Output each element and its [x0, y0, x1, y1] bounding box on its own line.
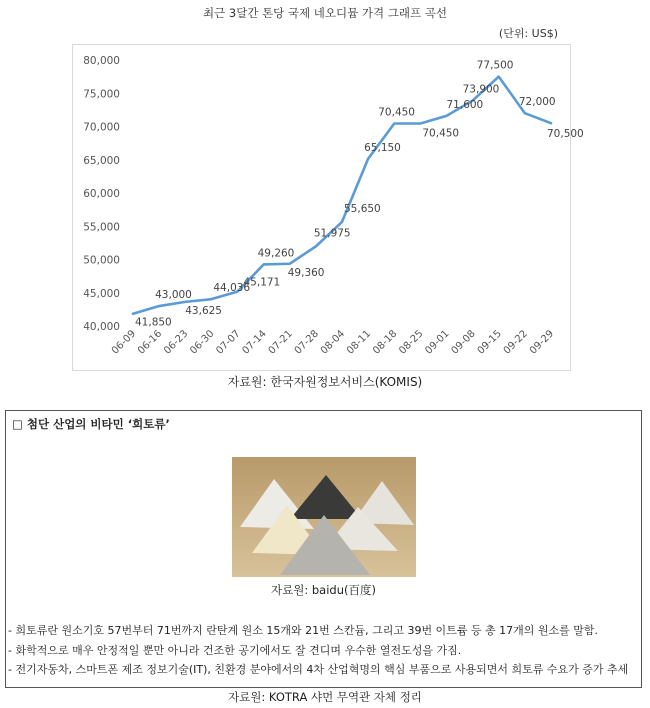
data-label: 73,900	[462, 83, 500, 96]
data-label: 72,000	[518, 96, 556, 109]
data-label: 71,600	[446, 98, 484, 111]
data-label: 70,450	[378, 106, 415, 119]
data-label: 70,500	[547, 128, 584, 141]
box-title: □ 첨단 산업의 비타민 ‘희토류’	[12, 417, 170, 431]
bullet-item: - 화학적으로 매우 안정적일 뿐만 아니라 건조한 공기에서도 잘 견디며 우수한 열전도성을 가짐.	[8, 643, 462, 657]
chart-title: 최근 3달간 톤당 국제 네오디뮴 가격 그래프 곡선	[203, 6, 447, 20]
y-tick-label: 75,000	[83, 88, 120, 101]
data-label: 41,850	[135, 316, 172, 329]
data-label: 77,500	[476, 59, 514, 72]
bullet-item: - 전기자동차, 스마트폰 제조 정보기술(IT), 친환경 분야에서의 4차 산업혁명의 핵심 부품으로 사용되면서 희토류 수요가 증가 추세	[8, 663, 629, 676]
data-label: 70,450	[422, 127, 460, 140]
photo-caption: 자료원: baidu(百度)	[271, 583, 376, 597]
y-tick-label: 80,000	[83, 55, 120, 67]
data-label: 43,625	[185, 304, 222, 317]
x-tick-label: 06-16	[135, 328, 165, 357]
y-tick-label: 70,000	[83, 121, 120, 134]
price-series-line	[133, 77, 551, 314]
x-tick-label: 07-14	[240, 328, 269, 357]
x-tick-label: 07-21	[266, 328, 295, 357]
bullet-item: - 희토류란 원소기호 57번부터 71번까지 란탄계 원소 15개와 21번 스칸듐, 그리고 39번 이트륨 등 총 17개의 원소를 말함.	[8, 624, 599, 637]
x-tick-label: 09-08	[449, 328, 478, 357]
data-label: 43,000	[155, 289, 192, 302]
footer-source: 자료원: KOTRA 샤먼 무역관 자체 정리	[228, 690, 422, 704]
x-tick-label: 08-11	[344, 328, 374, 357]
y-tick-label: 55,000	[83, 221, 120, 234]
x-tick-label: 07-07	[214, 328, 243, 357]
x-tick-label: 07-28	[292, 328, 321, 357]
x-tick-label: 08-25	[397, 328, 426, 357]
x-tick-label: 09-29	[527, 328, 557, 357]
x-tick-label: 09-15	[475, 328, 504, 357]
data-label: 65,150	[364, 141, 401, 154]
price-line-chart	[73, 45, 584, 370]
data-label: 49,260	[257, 247, 295, 260]
data-label: 44,036	[213, 282, 251, 295]
data-label: 51,975	[313, 227, 351, 240]
x-tick-label: 08-18	[371, 328, 400, 357]
x-tick-label: 06-23	[162, 328, 191, 357]
y-tick-label: 50,000	[83, 254, 120, 267]
x-tick-label: 09-22	[501, 328, 530, 357]
unit-label: (단위: US$)	[498, 27, 558, 40]
bullet-list	[8, 621, 638, 680]
x-tick-label: 09-01	[423, 328, 452, 357]
y-tick-label: 60,000	[83, 188, 120, 200]
data-label: 55,650	[344, 202, 381, 215]
y-tick-label: 40,000	[83, 321, 120, 333]
chart-source: 자료원: 한국자원정보서비스(KOMIS)	[227, 375, 423, 389]
data-label: 45,171	[243, 276, 281, 289]
chart-container	[72, 44, 584, 371]
y-tick-label: 65,000	[83, 154, 120, 167]
x-tick-label: 08-04	[318, 328, 348, 357]
rare-earth-photo	[232, 457, 416, 577]
y-tick-label: 45,000	[83, 287, 120, 300]
info-box	[5, 410, 642, 688]
x-tick-label: 06-09	[109, 328, 139, 357]
x-tick-label: 06-30	[188, 328, 217, 357]
data-label: 49,360	[287, 266, 325, 279]
